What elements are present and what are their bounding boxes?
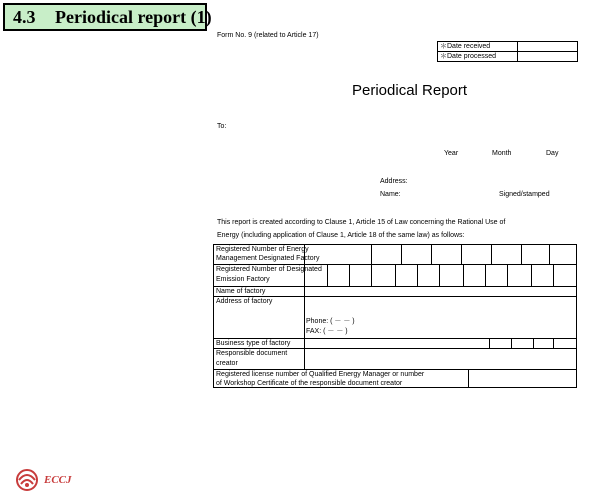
digit-divider	[431, 245, 432, 264]
signed-stamped-label: Signed/stamped	[499, 191, 550, 198]
digit-divider	[553, 264, 554, 286]
digit-divider	[327, 264, 328, 286]
digit-divider	[491, 245, 492, 264]
address-label: Address:	[380, 178, 408, 185]
report-form-table	[213, 244, 577, 388]
digit-divider	[507, 264, 508, 286]
fax-line: FAX: ( － － )	[306, 328, 348, 335]
date-received-label: ＊Date received	[438, 42, 518, 52]
emission-factory-number-label-1: Registered Number of Designated	[216, 266, 322, 273]
digit-divider	[371, 264, 372, 286]
name-label: Name:	[380, 191, 401, 198]
digit-divider	[417, 264, 418, 286]
slide-title-text: Periodical report (1)	[55, 7, 212, 27]
date-received-field[interactable]	[518, 42, 578, 52]
label-column-divider	[304, 245, 305, 369]
energy-factory-number-label-2: Management Designated Factory	[216, 255, 320, 262]
phone-line: Phone: ( － － )	[306, 318, 355, 325]
date-box	[437, 41, 578, 62]
document-creator-label-1: Responsible document	[216, 350, 288, 357]
to-label: To:	[217, 123, 227, 130]
form-number: Form No. 9 (related to Article 17)	[217, 32, 319, 39]
slide-title	[3, 3, 212, 31]
digit-divider	[549, 245, 550, 264]
digit-divider	[553, 338, 554, 348]
month-label: Month	[492, 150, 512, 157]
digit-divider	[395, 264, 396, 286]
digit-divider	[511, 338, 512, 348]
row-divider	[214, 286, 576, 287]
eccj-logo-icon	[14, 468, 40, 497]
digit-divider	[533, 338, 534, 348]
digit-divider	[401, 245, 402, 264]
intro-line-1: This report is created according to Clause 1, Article 15 of Law concerning the Rational Use of	[217, 219, 506, 226]
digit-divider	[521, 245, 522, 264]
year-label: Year	[444, 150, 459, 157]
digit-divider	[349, 264, 350, 286]
digit-divider	[531, 264, 532, 286]
date-processed-label: ＊Date processed	[438, 52, 518, 62]
digit-divider	[439, 264, 440, 286]
eccj-logo-text: ECCJ	[44, 474, 72, 486]
report-title: Periodical Report	[352, 82, 468, 99]
emission-factory-number-label-2: Emission Factory	[216, 276, 270, 283]
slide-title-number: 4.3	[13, 7, 36, 27]
energy-factory-number-label-1: Registered Number of Energy	[216, 246, 309, 253]
factory-address-label: Address of factory	[216, 298, 273, 305]
date-processed-field[interactable]	[518, 52, 578, 62]
document-creator-label-2: creator	[216, 360, 238, 367]
license-number-label-1: Registered license number of Qualified Energy Manager or number	[216, 371, 425, 378]
day-label: Day	[546, 150, 559, 157]
digit-divider	[371, 245, 372, 264]
digit-divider	[463, 264, 464, 286]
digit-divider	[485, 264, 486, 286]
digit-divider	[461, 245, 462, 264]
factory-name-label: Name of factory	[216, 288, 266, 295]
license-divider	[468, 369, 469, 388]
digit-divider	[489, 338, 490, 348]
license-number-label-2: of Workshop Certificate of the responsible document creator	[216, 380, 403, 387]
business-type-label: Business type of factory	[216, 340, 291, 347]
intro-line-2: Energy (including application of Clause 1, Article 18 of the same law) as follows:	[217, 232, 465, 239]
